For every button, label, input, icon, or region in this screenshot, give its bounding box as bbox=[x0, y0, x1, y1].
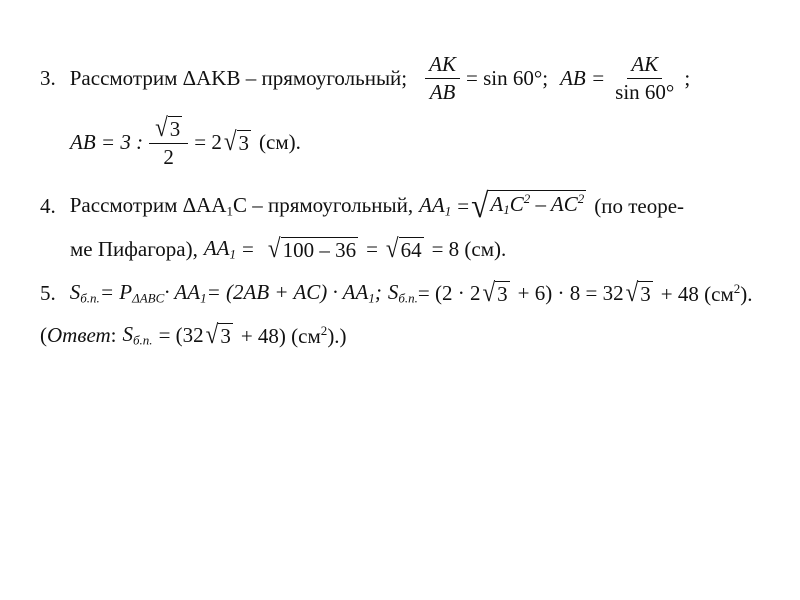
sqrt-argument: 3 bbox=[169, 116, 181, 141]
sqrt-symbol: √ 3 bbox=[205, 318, 231, 349]
calc-start: = (2 · 2 bbox=[417, 280, 481, 305]
sqrt-argument: 3 bbox=[640, 281, 651, 306]
step4-line1 bbox=[40, 188, 684, 224]
fraction-numerator bbox=[149, 111, 188, 144]
answer-tail: + 48) $(см^2)$.) bbox=[240, 322, 347, 348]
answer-colon: : bbox=[110, 322, 117, 347]
equals: = bbox=[366, 236, 378, 261]
step3-line2 bbox=[70, 112, 301, 172]
sqrt-argument: 100 – 36 bbox=[282, 237, 357, 262]
calc-end: + 48 $(см^2)$. bbox=[660, 280, 753, 306]
sqrt-symbol: √ $A_1C^2 - AC^2$ bbox=[471, 186, 585, 225]
ab-equals-3: AB = 3 : bbox=[70, 129, 144, 154]
fraction-denominator: sin 60° bbox=[615, 79, 675, 104]
answer-open: ( bbox=[40, 322, 47, 347]
answer-line bbox=[40, 318, 347, 352]
s-bp-label: $S_{б.п.}$ bbox=[122, 321, 153, 348]
step-number: 4. bbox=[40, 193, 56, 218]
s-bp-label: $S_{б.п.}$ bbox=[69, 279, 100, 306]
sqrt-argument: 64 bbox=[400, 237, 422, 262]
step4-line2 bbox=[70, 232, 506, 266]
equals-2: = 2 bbox=[194, 129, 222, 154]
aa1-label: $AA_1$ bbox=[203, 235, 237, 262]
sqrt-symbol: √ 100 – 36 bbox=[267, 232, 357, 263]
semicolon: ; bbox=[684, 65, 691, 90]
expanded-expr: = $(2AB + AC) \cdot AA_1$; bbox=[206, 279, 382, 306]
fraction-numerator: AK bbox=[425, 54, 460, 79]
unit-cm: (см). bbox=[259, 129, 301, 154]
equals: = bbox=[457, 193, 470, 218]
pythagoras-note: (по теоре- bbox=[594, 193, 685, 218]
sqrt-symbol: √ 3 bbox=[223, 125, 250, 156]
sqrt-symbol: √ 3 bbox=[625, 276, 651, 307]
fraction-denominator: AB bbox=[429, 79, 456, 104]
calc-mid: + 6) · 8 = 32 bbox=[517, 280, 624, 305]
equals-sin: = sin 60°; bbox=[465, 65, 549, 90]
step-number: 3. bbox=[40, 65, 56, 90]
equals: = bbox=[242, 236, 254, 261]
perimeter-expr: = $P_{\Delta ABC}$ bbox=[99, 279, 165, 306]
fraction-denominator: 2 bbox=[163, 145, 174, 170]
fraction-ak-sin bbox=[611, 51, 678, 104]
sqrt-argument: 3 bbox=[220, 323, 231, 348]
aa1-label: $AA_1$ bbox=[419, 192, 452, 219]
answer-label: Ответ bbox=[47, 322, 111, 347]
fraction-sqrt3-2 bbox=[149, 111, 188, 170]
aa1-factor: · $AA_1$ bbox=[164, 279, 207, 306]
fraction-ak-ab bbox=[425, 51, 460, 104]
pythagoras-note-end: ме Пифагора), bbox=[70, 236, 198, 261]
sqrt-symbol: √ 64 bbox=[385, 232, 422, 263]
s-bp-label: $S_{б.п.}$ bbox=[387, 279, 418, 306]
sqrt-argument: 3 bbox=[238, 130, 250, 155]
sqrt-symbol: √ 3 bbox=[482, 276, 508, 307]
result: = 8 (см). bbox=[431, 236, 507, 261]
step5-line bbox=[40, 276, 753, 310]
step-number: 5. bbox=[40, 280, 56, 305]
fraction-numerator: AK bbox=[627, 54, 662, 79]
sqrt-argument: $A_1C^2 - AC^2$ bbox=[488, 190, 586, 222]
step3-line1 bbox=[40, 48, 690, 108]
sqrt-symbol: √ 3 bbox=[155, 111, 181, 142]
ab-equals: AB = bbox=[560, 65, 606, 90]
answer-expr: = (32 bbox=[158, 322, 204, 347]
sqrt-argument: 3 bbox=[497, 281, 508, 306]
step4-intro: Рассмотрим $\Delta AA_1C$ – прямоугольный, bbox=[69, 192, 414, 219]
step3-intro: Рассмотрим ΔAKB – прямоугольный; bbox=[69, 65, 408, 90]
